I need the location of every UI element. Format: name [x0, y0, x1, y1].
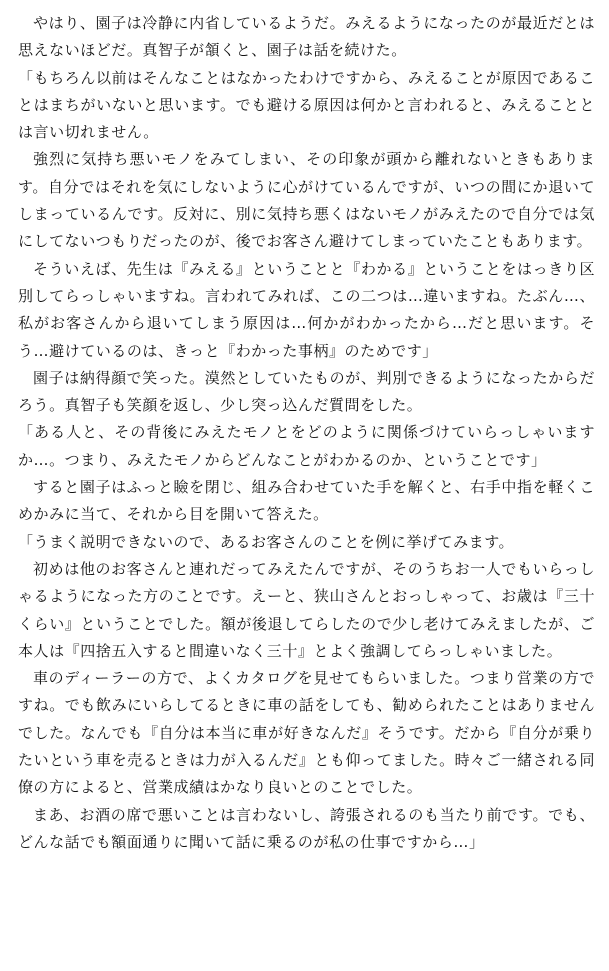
dialogue-paragraph: 「ある人と、その背後にみえたモノとをどのように関係づけていらっしゃいますか…。つまり、みえたモノからどんなことがわかるのか、ということです」 — [18, 423, 595, 469]
paragraph: すると園子はふっと瞼を閉じ、組み合わせていた手を解くと、右手中指を軽くこめかみに当て、それから目を開いて答えた。 — [18, 478, 595, 524]
paragraph: 強烈に気持ち悪いモノをみてしまい、その印象が頭から離れないときもあります。自分ではそれを気にしないように心がけているんですが、いつの間にか退いてしまっているんです。反対に、別に気持ち悪くはないモノがみえたので自分では気にしてないつもりだったのが、後でお客さん避けてしまっていたこともあります。 — [18, 150, 595, 251]
dialogue-paragraph: 「うまく説明できないので、あるお客さんのことを例に挙げてみます。 — [18, 532, 515, 551]
dialogue-paragraph: 「もちろん以前はそんなことはなかったわけですから、みえることが原因であることはまちがいないと思います。でも避ける原因は何かと言われると、みえることとは言い切れません。 — [18, 68, 595, 142]
paragraph: 園子は納得顔で笑った。漠然としていたものが、判別できるようになったからだろう。真智子も笑顔を返し、少し突っ込んだ質問をした。 — [18, 368, 595, 415]
paragraph: まあ、お酒の席で悪いことは言わないし、誇張されるのも当たり前です。でも、どんな話でも額面通りに聞いて話に乗るのが私の仕事ですから…」 — [18, 805, 595, 851]
paragraph: そういえば、先生は『みえる』ということと『わかる』ということをはっきり区別してらっしゃいますね。言われてみれば、この二つは…違いますね。たぶん…、私がお客さんから退いてしまう原因は…何かがわかったから…だと思います。そう…避けているのは、きっと『わかった事柄』のためです」 — [18, 259, 595, 360]
paragraph: 車のディーラーの方で、よくカタログを見せてもらいました。つまり営業の方ですね。でも飲みにいらしてるときに車の話をしても、勧められたことはありませんでした。なんでも『自分は本当に車が好きなんだ』そうです。だから『自分が乗りたいという車を売るときは力が入るんだ』とも仰ってました。時々ご一緒される同僚の方によると、営業成績はかなり良いとのことでした。 — [18, 669, 595, 797]
paragraph: やはり、園子は冷静に内省しているようだ。みえるようになったのが最近だとは思えないほどだ。真智子が頷くと、園子は話を続けた。 — [18, 14, 595, 60]
paragraph: 初めは他のお客さんと連れだってみえたんですが、そのうちお一人でもいらっしゃるようになった方のことです。えーと、狭山さんとおっしゃって、お歳は『三十くらい』ということでした。額が後退してらしたので少し老けてみえましたが、ご本人は『四捨五入すると間違いなく三十』とよく強調してらっしゃいました。 — [18, 559, 595, 660]
